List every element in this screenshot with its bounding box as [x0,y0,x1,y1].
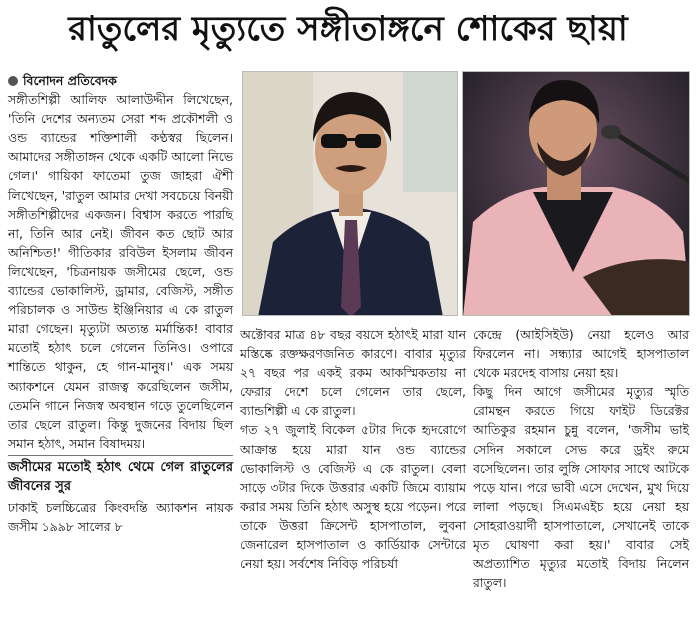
article-paragraph: কেন্দ্রে (আইসিইউ) নেয়া হলেও আর ফিরলেন না। সন্ধ্যার আগেই হাসপাতাল থেকে মরদেহ বাসায় নেয়া হয়। [473,327,689,381]
article-column-middle [240,325,466,573]
article-paragraph: গত ২৭ জুলাই বিকেল ৫টার দিকে হৃদরোগে আক্রান্ত হয়ে মারা যান ওন্ড ব্যান্ডের ভোকালিস্ট ও বেজিস্ট এ কে রাতুল। বেলা সাড়ে ৩টার দিকে উত্তরার একটি জিমে ব্যায়াম করার সময় তিনি হঠাৎ অসুস্থ হয়ে পড়েন। পরে তাকে উত্তরা ক্রিসেন্ট হাসপাতাল, লুবনা জেনারেল হাসপাতাল ও কার্ডিয়াক সেন্টারে নেয়া হয়। সর্বশেষ নিবিড় পরিচর্যা [240,422,466,572]
article-column-right [473,325,689,592]
article-paragraph: সঙ্গীতশিল্পী আলিফ আলাউদ্দীন লিখেছেন, 'তিনি দেশের অন্যতম সেরা শব্দ প্রকৌশলী ও ওন্ড ব্যান্ডের শক্তিশালী কণ্ঠস্বর ছিলেন। আমাদের সঙ্গীতাঙ্গন থেকে একটি আলো নিভে গেল।' গায়িকা ফাতেমা তুজ জাহরা ঐশী লিখেছেন, 'রাতুল আমার দেখা সবচেয়ে বিনয়ী সঙ্গীতশিল্পীদের একজন। বিশ্বাস করতে পারছি না, তিনি আর নেই। জীবন কত ছোট আর অনিশ্চিত!' গীতিকার রবিউল ইসলাম জীবন লিখেছেন, 'চিত্রনায়ক জসীমের ছেলে, ওন্ড ব্যান্ডের ভোকালিস্ট, ড্রামার, বেজিস্ট, সঙ্গীত পরিচালক ও সাউন্ড ইঞ্জিনিয়ার এ কে রাতুল মারা গেছেন। মৃত্যুটা অত্যন্ত মর্মান্তিক! বাবার মতোই হঠাৎ চলে গেলেন তিনিও। ওপারে শান্তিতে থাকুন, হে গান-মানুষ।' এক সময় অ্যাকশনে যেমন রাজত্ব করেছিলেন জসীম, তেমনি গানে নিজস্ব অবস্থান গড়ে তুলেছিলেন তার ছেলে রাতুল। কিন্তু দুজনের বিদায় ছিল সমান হঠাৎ, সমান বিষাদময়। [8,92,233,451]
article-paragraph: ঢাকাই চলচ্চিত্রের কিংবদন্তি অ্যাকশন নায়ক জসীম ১৯৯৮ সালের ৮ [8,499,233,534]
subheading: জসীমের মতোই হঠাৎ থেমে গেল রাতুলের জীবনের সুর [8,455,233,496]
photo-jashim [242,71,458,316]
article-paragraph: অক্টোবর মাত্র ৪৮ বছর বয়সে হঠাৎই মারা যান মস্তিষ্কে রক্তক্ষরণজনিত কারণে। বাবার মৃত্যুর ২৭ বছর পর একই রকম আকস্মিকতায় না ফেরার দেশে চলে গেলেন তার ছেলে, ব্যান্ডশিল্পী এ কে রাতুল। [240,327,466,419]
byline [8,71,233,90]
bullet-dot-icon [8,76,18,86]
article-column-left [8,71,233,536]
article-paragraph: কিছু দিন আগে জসীমের মৃত্যুর স্মৃতি রোমন্থন করতে গিয়ে ফাইট ডিরেক্টর আতিকুর রহমান চুন্নু বলেন, 'জসীম ভাই সেদিন সকালে সেভ করে ড্রইং রুমে বসেছিলেন। তার লুঙ্গি সোফার সাথে আটকে পড়ে যান। পরে ভাবী এসে দেখেন, মুখ দিয়ে লালা পড়ছে। সিএমএইচ হয়ে নেয়া হয় সোহরাওয়ার্দী হাসপাতালে, সেখানেই তাকে মৃত ঘোষণা করা হয়।' বাবার সেই অপ্রত্যাশিত মৃত্যুর মতোই বিদায় নিলেন রাতুল। [473,384,689,591]
byline-text: বিনোদন প্রতিবেদক [23,73,117,88]
photo-ratul [462,71,690,316]
headline: রাতুলের মৃত্যুতে সঙ্গীতাঙ্গনে শোকের ছায়া [68,8,628,49]
